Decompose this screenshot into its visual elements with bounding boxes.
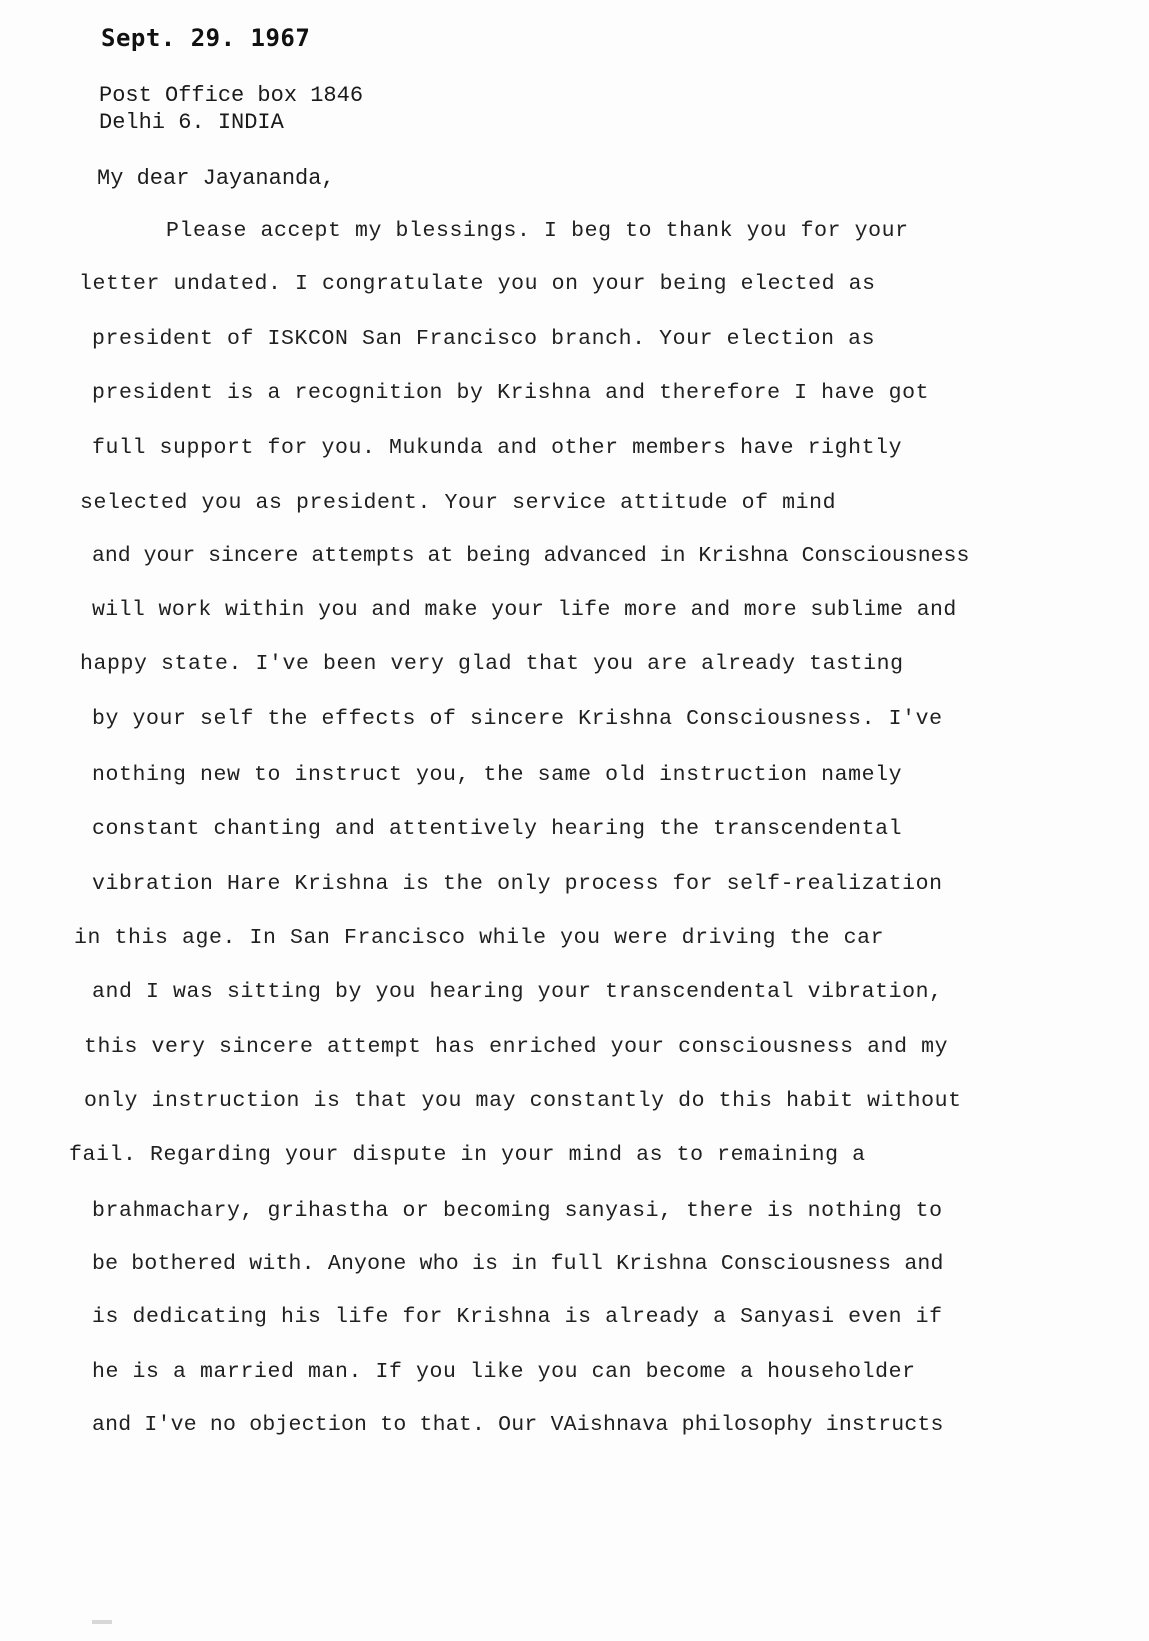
body-line: letter undated. I congratulate you on your being elected as: [79, 272, 876, 296]
body-line: fail. Regarding your dispute in your mind as to remaining a: [69, 1143, 866, 1167]
body-line: and I've no objection to that. Our VAishnava philosophy instructs: [92, 1413, 944, 1437]
body-line: president of ISKCON San Francisco branch. Your election as: [92, 327, 876, 351]
body-line: and your sincere attempts at being advanced in Krishna Consciousness: [92, 544, 970, 568]
body-line: this very sincere attempt has enriched your consciousness and my: [84, 1035, 949, 1059]
body-line: he is a married man. If you like you can become a householder: [92, 1360, 916, 1384]
letter-date: Sept. 29. 1967: [101, 24, 311, 52]
body-line: brahmachary, grihastha or becoming sanyasi, there is nothing to: [92, 1199, 943, 1223]
body-line: nothing new to instruct you, the same old instruction namely: [92, 763, 903, 787]
body-line: constant chanting and attentively hearing the transcendental: [92, 817, 903, 841]
body-line: Please accept my blessings. I beg to thank you for your: [166, 219, 909, 243]
body-line: only instruction is that you may constantly do this habit without: [84, 1089, 962, 1113]
body-line: selected you as president. Your service attitude of mind: [80, 491, 837, 515]
body-line: and I was sitting by you hearing your transcendental vibration,: [92, 980, 943, 1004]
body-line: vibration Hare Krishna is the only process for self-realization: [92, 872, 943, 896]
scan-mark: [92, 1620, 112, 1624]
address-line-2: Delhi 6. INDIA: [99, 110, 284, 135]
body-line: be bothered with. Anyone who is in full Krishna Consciousness and: [92, 1252, 944, 1276]
salutation: My dear Jayananda,: [97, 166, 335, 191]
body-line: full support for you. Mukunda and other members have rightly: [92, 436, 903, 460]
address-line-1: Post Office box 1846: [99, 83, 364, 108]
body-line: is dedicating his life for Krishna is already a Sanyasi even if: [92, 1305, 943, 1329]
body-line: president is a recognition by Krishna and therefore I have got: [92, 381, 930, 405]
body-line: in this age. In San Francisco while you were driving the car: [74, 926, 885, 950]
body-line: by your self the effects of sincere Krishna Consciousness. I've: [92, 707, 943, 731]
body-line: will work within you and make your life more and more sublime and: [92, 598, 957, 622]
body-line: happy state. I've been very glad that you are already tasting: [80, 652, 904, 676]
